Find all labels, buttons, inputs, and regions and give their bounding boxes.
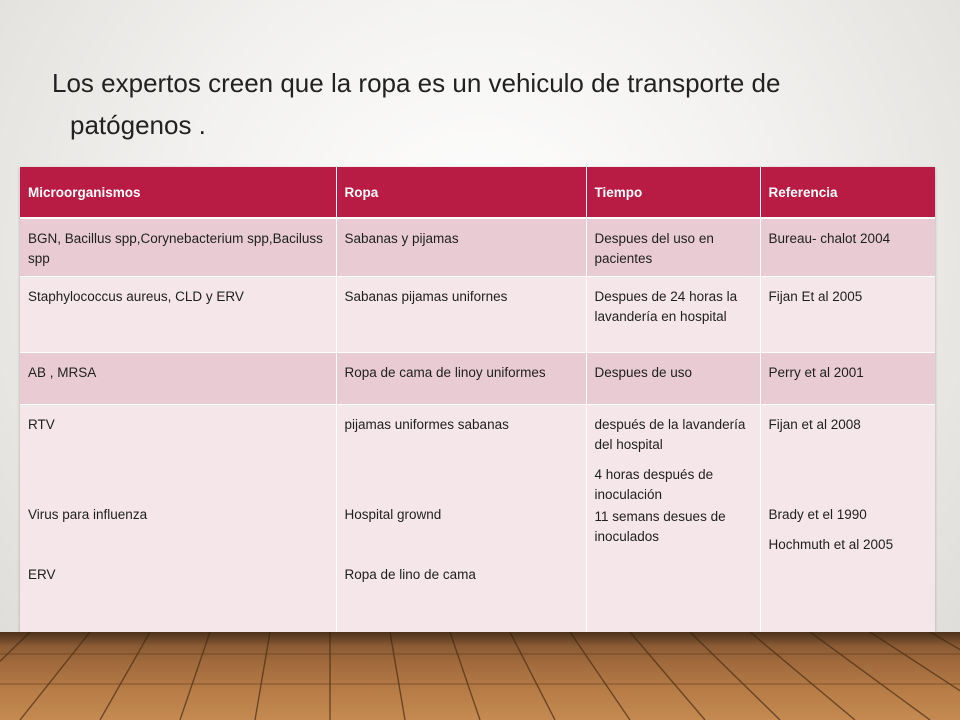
slide-title [52,62,912,146]
microorganism-table [20,167,935,633]
column-header-tiempo: Tiempo [586,167,760,218]
cell-ropa [336,404,586,632]
cell-tiempo: Despues de 24 horas la lavandería en hospital [586,276,760,352]
cell-entry: Hospital grownd [344,506,442,522]
cell-referencia: Perry et al 2001 [760,352,935,404]
column-header-ropa: Ropa [336,167,586,218]
cell-entry: Hochmuth et al 2005 [768,536,894,552]
column-header-referencia: Referencia [760,167,935,218]
cell-microorganismos: BGN, Bacillus spp,Corynebacterium spp,Baciluss spp [20,218,336,276]
table-row [20,218,935,276]
cell-entry: 4 horas después de inoculación [594,466,714,502]
cell-referencia: Fijan Et al 2005 [760,276,935,352]
table-row [20,276,935,352]
cell-microorganismos [20,404,336,632]
cell-entry: Ropa de lino de cama [344,566,476,582]
slide-title-line2: patógenos . [70,110,206,140]
cell-ropa: Sabanas y pijamas [336,218,586,276]
column-header-microorganismos: Microorganismos [20,167,336,218]
cell-entry: después de la lavandería del hospital [594,416,746,452]
table-header-row [20,167,935,218]
cell-tiempo: Despues de uso [586,352,760,404]
cell-entry: RTV [28,416,55,432]
cell-referencia: Bureau- chalot 2004 [760,218,935,276]
cell-entry: 11 semans desues de inoculados [594,508,726,544]
cell-ropa: Sabanas pijamas unifornes [336,276,586,352]
cell-tiempo [586,404,760,632]
cell-entry: pijamas uniformes sabanas [344,416,509,432]
cell-tiempo: Despues del uso en pacientes [586,218,760,276]
cell-ropa: Ropa de cama de linoy uniformes [336,352,586,404]
cell-entry: Brady et el 1990 [768,506,867,522]
cell-entry: Virus para influenza [28,506,148,522]
table-row [20,404,935,632]
floor-shadow [0,632,960,646]
slide-title-line1: Los expertos creen que la ropa es un vehiculo de transporte de [52,68,781,98]
cell-entry: Fijan et al 2008 [768,416,861,432]
cell-entry: ERV [28,566,56,582]
table-row [20,352,935,404]
cell-microorganismos: AB , MRSA [20,352,336,404]
cell-microorganismos: Staphylococcus aureus, CLD y ERV [20,276,336,352]
cell-referencia [760,404,935,632]
